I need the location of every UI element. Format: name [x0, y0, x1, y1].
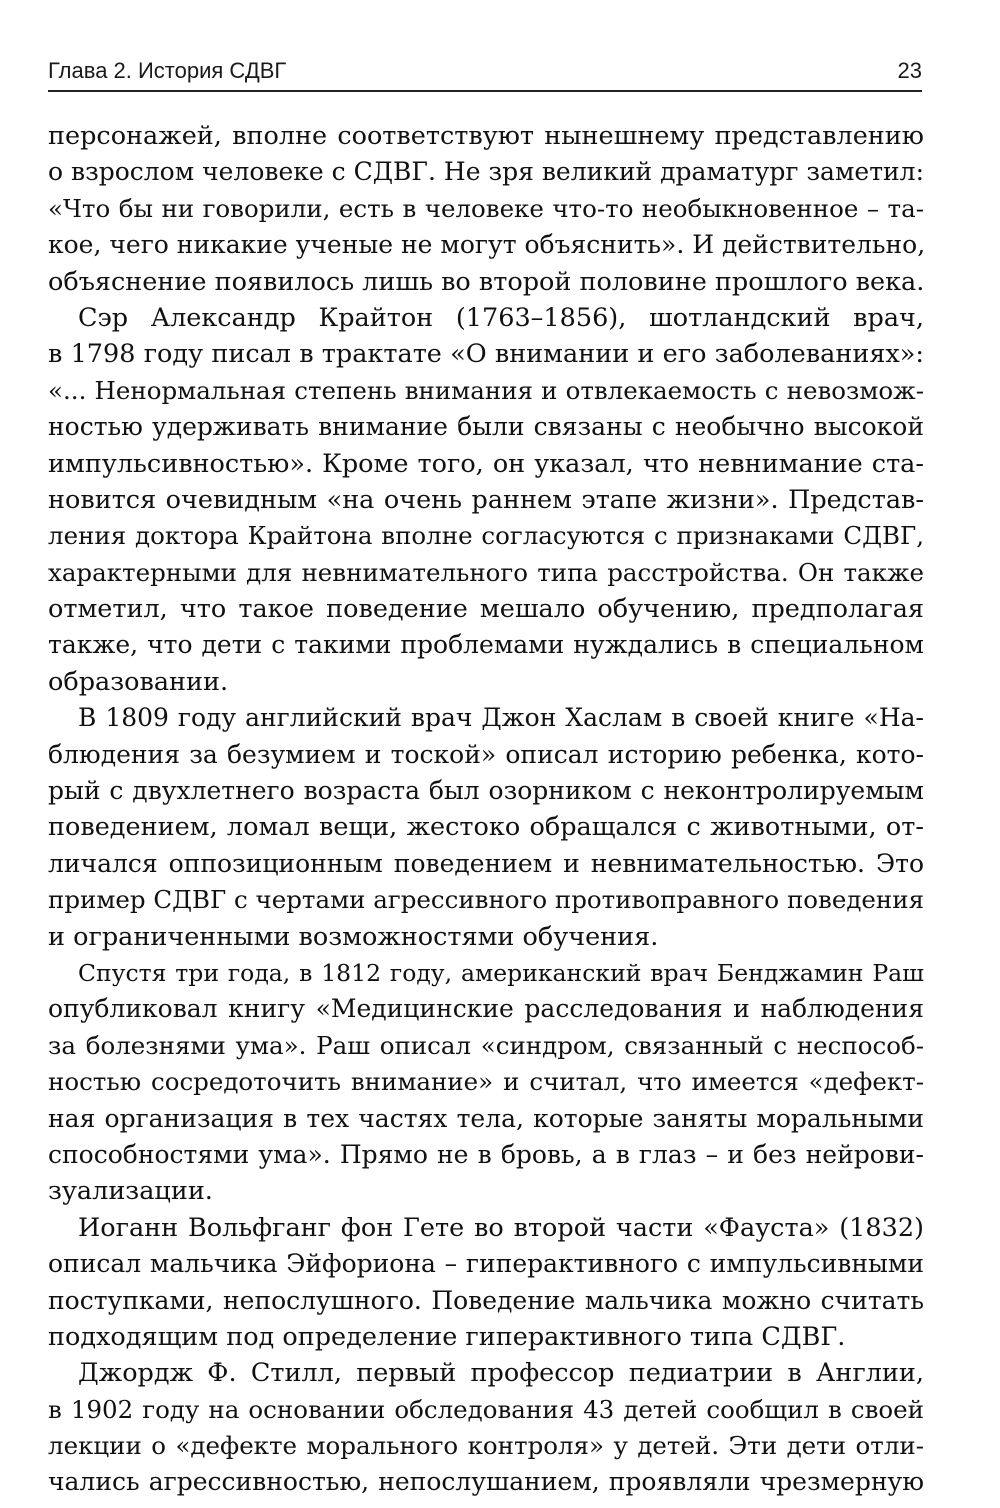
text-line: ления доктора Крайтона вполне согласуются с признаками СДВГ,: [48, 521, 924, 551]
text-line: образовании.: [48, 666, 229, 697]
text-line: Иоганн Вольфганг фон Гете во второй части «Фауста» (1832): [78, 1212, 924, 1243]
text-line: персонажей, вполне соответствуют нынешнему представлению: [48, 121, 924, 151]
text-line: импульсивностью». Кроме того, он указал, что невнимание ста-: [48, 448, 924, 479]
text-line: в 1902 году на основании обследования 43 детей сообщил в своей: [48, 1394, 924, 1424]
text-line: способностями ума». Прямо не в бровь, а в глаз – и без нейрови-: [48, 1139, 924, 1169]
text-line: кое, чего никакие ученые не могут объяснить». И действительно,: [48, 230, 926, 260]
text-line: Сэр Александр Крайтон (1763–1856), шотландский врач,: [78, 302, 924, 333]
text-line: новится очевидным «на очень раннем этапе жизни». Представ-: [48, 484, 924, 515]
text-line: о взрослом человеке с СДВГ. Не зря великий драматург заметил:: [48, 157, 924, 187]
text-line: описал мальчика Эйфориона – гиперактивного с импульсивными: [48, 1249, 924, 1279]
text-line: блюдения за безумием и тоской» описал историю ребенка, кото-: [48, 739, 924, 769]
text-line: характерными для невнимательного типа расстройства. Он также: [48, 557, 924, 587]
text-line: подходящим под определение гиперактивного типа СДВГ.: [48, 1321, 846, 1352]
text-line: лекции о «дефекте морального контроля» у детей. Эти дети отли-: [48, 1431, 924, 1461]
text-line: отметил, что такое поведение мешало обучению, предполагая: [48, 594, 924, 625]
chapter-title: Глава 2. История СДВГ: [48, 58, 287, 83]
text-line: рый с двухлетнего возраста был озорником с неконтролируемым: [48, 776, 924, 806]
text-line: поступками, непослушного. Поведение мальчика можно считать: [48, 1285, 924, 1315]
running-header: [48, 54, 922, 92]
text-line: личался оппозиционным поведением и невнимательностью. Это: [48, 848, 924, 878]
text-line: в 1798 году писал в трактате «О внимании и его заболеваниях»:: [48, 339, 924, 370]
text-line: В 1809 году английский врач Джон Хаслам в своей книге «На-: [78, 703, 924, 733]
text-line: ностью удерживать внимание были связаны с необычно высокой: [48, 412, 924, 442]
text-line: зуализации.: [48, 1176, 213, 1207]
text-line: объяснение появилось лишь во второй половине прошлого века.: [48, 266, 925, 297]
text-line: пример СДВГ с чертами агрессивного противоправного поведения: [48, 885, 925, 915]
text-line: «... Ненормальная степень внимания и отвлекаемость с невозмож-: [48, 375, 924, 405]
text-line: также, что дети с такими проблемами нуждались в специальном: [48, 630, 924, 660]
text-line: чались агрессивностью, непослушанием, проявляли чрезмерную: [48, 1467, 924, 1497]
text-line: и ограниченными возможностями обучения.: [48, 921, 659, 952]
body-text: [48, 118, 924, 1501]
text-line: за болезнями ума». Раш описал «синдром, связанный с неспособ-: [48, 1030, 924, 1060]
text-line: опубликовал книгу «Медицинские расследования и наблюдения: [48, 994, 924, 1024]
text-line: «Что бы ни говорили, есть в человеке что-то необыкновенное – та-: [48, 193, 924, 223]
text-line: ностью сосредоточить внимание» и считал, что имеется «дефект-: [48, 1067, 924, 1097]
text-line: ная организация в тех частях тела, которые заняты моральными: [48, 1103, 924, 1133]
text-line: Джордж Ф. Стилл, первый профессор педиатрии в Англии,: [78, 1358, 924, 1389]
page-number: 23: [897, 58, 922, 83]
text-line: поведением, ломал вещи, жестоко обращался с животными, от-: [48, 812, 924, 843]
text-line: Спустя три года, в 1812 году, американский врач Бенджамин Раш: [78, 958, 924, 987]
